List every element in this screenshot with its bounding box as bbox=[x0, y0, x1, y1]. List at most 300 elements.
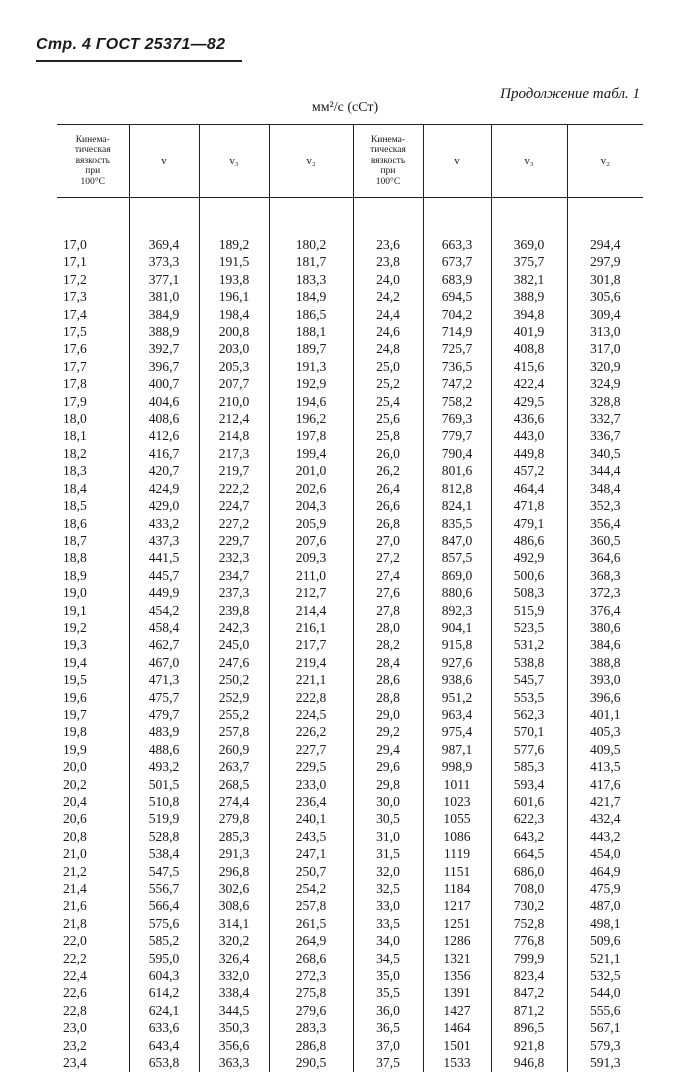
table-cell: 432,4 bbox=[567, 810, 643, 827]
table-cell: 18,7 bbox=[63, 532, 87, 548]
table-cell: 305,6 bbox=[567, 288, 643, 305]
table-cell: 25,4 bbox=[353, 393, 423, 410]
table-cell: 204,3 bbox=[269, 497, 353, 514]
table-cell: 229,5 bbox=[269, 758, 353, 775]
table-cell: 492,9 bbox=[491, 549, 567, 566]
table-cell: 18,3 bbox=[63, 463, 87, 479]
table-row bbox=[57, 619, 643, 636]
units-label bbox=[0, 100, 700, 116]
table-cell: 369,4 bbox=[129, 236, 199, 253]
table-cell: 18,2 bbox=[63, 445, 87, 461]
table-cell: 20,0 bbox=[63, 759, 87, 775]
table-cell: 498,1 bbox=[567, 915, 643, 932]
table-cell: 24,8 bbox=[353, 340, 423, 357]
table-cell: 381,0 bbox=[129, 288, 199, 305]
table-cell: 368,3 bbox=[567, 567, 643, 584]
table-cell: 324,9 bbox=[567, 375, 643, 392]
table-cell: 227,2 bbox=[199, 515, 269, 532]
table-cell: 261,5 bbox=[269, 915, 353, 932]
table-cell: 400,7 bbox=[129, 375, 199, 392]
header-rule bbox=[36, 60, 242, 62]
table-row bbox=[57, 689, 643, 706]
table-cell: 486,6 bbox=[491, 532, 567, 549]
table-cell: 186,5 bbox=[269, 306, 353, 323]
table-cell: 219,7 bbox=[199, 462, 269, 479]
table-row bbox=[57, 236, 643, 253]
table-row bbox=[57, 706, 643, 723]
table-cell: 28,6 bbox=[353, 671, 423, 688]
table-cell: 585,2 bbox=[129, 932, 199, 949]
table-cell: 19,3 bbox=[63, 637, 87, 653]
table-cell: 232,3 bbox=[199, 549, 269, 566]
table-cell: 211,0 bbox=[269, 567, 353, 584]
table-cell: 769,3 bbox=[423, 410, 491, 427]
table-row bbox=[57, 741, 643, 758]
table-cell: 896,5 bbox=[491, 1019, 567, 1036]
table-cell: 1501 bbox=[423, 1037, 491, 1054]
table-cell: 449,9 bbox=[129, 584, 199, 601]
table-row bbox=[57, 358, 643, 375]
table-row bbox=[57, 654, 643, 671]
table-row bbox=[57, 984, 643, 1001]
table-cell: 501,5 bbox=[129, 776, 199, 793]
table-cell: 471,8 bbox=[491, 497, 567, 514]
table-cell: 17,3 bbox=[63, 289, 87, 305]
table-cell: 294,4 bbox=[567, 236, 643, 253]
table-cell: 31,0 bbox=[353, 828, 423, 845]
table-cell: 26,0 bbox=[353, 445, 423, 462]
table-cell: 951,2 bbox=[423, 689, 491, 706]
table-cell: 704,2 bbox=[423, 306, 491, 323]
table-row bbox=[57, 375, 643, 392]
table-cell: 869,0 bbox=[423, 567, 491, 584]
table-cell: 183,3 bbox=[269, 271, 353, 288]
table-cell: 857,5 bbox=[423, 549, 491, 566]
table-cell: 694,5 bbox=[423, 288, 491, 305]
table-cell: 643,2 bbox=[491, 828, 567, 845]
table-cell: 37,5 bbox=[353, 1054, 423, 1071]
table-cell: 433,2 bbox=[129, 515, 199, 532]
table-cell: 417,6 bbox=[567, 776, 643, 793]
table-cell: 904,1 bbox=[423, 619, 491, 636]
table-cell: 1184 bbox=[423, 880, 491, 897]
table-cell: 509,6 bbox=[567, 932, 643, 949]
table-cell: 25,6 bbox=[353, 410, 423, 427]
table-cell: 356,4 bbox=[567, 515, 643, 532]
table-row bbox=[57, 950, 643, 967]
col-v3-left: v₃ bbox=[199, 125, 269, 198]
table-cell: 360,5 bbox=[567, 532, 643, 549]
table-cell: 475,7 bbox=[129, 689, 199, 706]
table-cell: 987,1 bbox=[423, 741, 491, 758]
table-cell: 32,0 bbox=[353, 863, 423, 880]
table-cell: 373,3 bbox=[129, 253, 199, 270]
table-cell: 519,9 bbox=[129, 810, 199, 827]
table-cell: 880,6 bbox=[423, 584, 491, 601]
table-cell: 308,6 bbox=[199, 897, 269, 914]
table-cell: 290,5 bbox=[269, 1054, 353, 1071]
col-v3-right: v₃ bbox=[491, 125, 567, 198]
table-cell: 352,3 bbox=[567, 497, 643, 514]
table-cell: 291,3 bbox=[199, 845, 269, 862]
table-cell: 487,0 bbox=[567, 897, 643, 914]
table-cell: 227,7 bbox=[269, 741, 353, 758]
table-cell: 375,7 bbox=[491, 253, 567, 270]
table-cell: 1119 bbox=[423, 845, 491, 862]
table-cell: 622,3 bbox=[491, 810, 567, 827]
table-cell: 17,2 bbox=[63, 271, 87, 287]
table-cell: 286,8 bbox=[269, 1037, 353, 1054]
table-row bbox=[57, 723, 643, 740]
table-cell: 222,2 bbox=[199, 480, 269, 497]
table-cell: 274,4 bbox=[199, 793, 269, 810]
table-cell: 758,2 bbox=[423, 393, 491, 410]
table-row bbox=[57, 323, 643, 340]
table-cell: 21,0 bbox=[63, 846, 87, 862]
table-cell: 892,3 bbox=[423, 602, 491, 619]
table-cell: 214,4 bbox=[269, 602, 353, 619]
continuation-note: Продолжение табл. 1 bbox=[500, 86, 640, 102]
table-cell: 1321 bbox=[423, 950, 491, 967]
table-cell: 24,6 bbox=[353, 323, 423, 340]
table-cell: 591,3 bbox=[567, 1054, 643, 1071]
table-cell: 25,0 bbox=[353, 358, 423, 375]
table-cell: 268,5 bbox=[199, 776, 269, 793]
table-cell: 19,0 bbox=[63, 585, 87, 601]
table-cell: 998,9 bbox=[423, 758, 491, 775]
table-cell: 392,7 bbox=[129, 340, 199, 357]
table-cell: 23,4 bbox=[63, 1055, 87, 1071]
table-cell: 975,4 bbox=[423, 723, 491, 740]
table-cell: 224,7 bbox=[199, 497, 269, 514]
table-cell: 18,9 bbox=[63, 567, 87, 583]
table-cell: 350,3 bbox=[199, 1019, 269, 1036]
table-cell: 388,9 bbox=[129, 323, 199, 340]
table-cell: 197,8 bbox=[269, 427, 353, 444]
table-cell: 29,2 bbox=[353, 723, 423, 740]
table-cell: 36,5 bbox=[353, 1019, 423, 1036]
table-cell: 963,4 bbox=[423, 706, 491, 723]
table-cell: 226,2 bbox=[269, 723, 353, 740]
table-cell: 344,4 bbox=[567, 462, 643, 479]
table-cell: 19,8 bbox=[63, 724, 87, 740]
table-cell: 219,4 bbox=[269, 654, 353, 671]
table-cell: 566,4 bbox=[129, 897, 199, 914]
table-cell: 302,6 bbox=[199, 880, 269, 897]
viscosity-table bbox=[57, 124, 643, 1072]
table-cell: 725,7 bbox=[423, 340, 491, 357]
table-cell: 229,7 bbox=[199, 532, 269, 549]
table-cell: 203,0 bbox=[199, 340, 269, 357]
table-cell: 30,5 bbox=[353, 810, 423, 827]
table-cell: 200,8 bbox=[199, 323, 269, 340]
table-cell: 19,6 bbox=[63, 689, 87, 705]
table-cell: 18,5 bbox=[63, 498, 87, 514]
table-row bbox=[57, 810, 643, 827]
table-cell: 242,3 bbox=[199, 619, 269, 636]
table-cell: 26,2 bbox=[353, 462, 423, 479]
table-row bbox=[57, 1037, 643, 1054]
table-cell: 30,0 bbox=[353, 793, 423, 810]
table-cell: 27,2 bbox=[353, 549, 423, 566]
table-cell: 20,4 bbox=[63, 794, 87, 809]
table-cell: 257,8 bbox=[269, 897, 353, 914]
table-cell: 1086 bbox=[423, 828, 491, 845]
table-cell: 336,7 bbox=[567, 427, 643, 444]
table-cell: 17,6 bbox=[63, 341, 87, 357]
table-cell: 23,6 bbox=[353, 236, 423, 253]
table-cell: 236,4 bbox=[269, 793, 353, 810]
table-cell: 384,6 bbox=[567, 636, 643, 653]
table-cell: 927,6 bbox=[423, 654, 491, 671]
table-cell: 19,5 bbox=[63, 672, 87, 688]
table-cell: 189,2 bbox=[199, 236, 269, 253]
table-row bbox=[57, 636, 643, 653]
table-cell: 776,8 bbox=[491, 932, 567, 949]
table-cell: 207,7 bbox=[199, 375, 269, 392]
table-cell: 34,0 bbox=[353, 932, 423, 949]
table-cell: 34,5 bbox=[353, 950, 423, 967]
table-row bbox=[57, 897, 643, 914]
table-cell: 255,2 bbox=[199, 706, 269, 723]
table-cell: 369,0 bbox=[491, 236, 567, 253]
table-cell: 17,0 bbox=[63, 237, 87, 252]
table-cell: 20,8 bbox=[63, 828, 87, 844]
table-cell: 384,9 bbox=[129, 306, 199, 323]
table-row bbox=[57, 253, 643, 270]
table-row bbox=[57, 306, 643, 323]
table-row bbox=[57, 828, 643, 845]
table-row bbox=[57, 932, 643, 949]
table-cell: 532,5 bbox=[567, 967, 643, 984]
units-text: мм²/с (сСт) bbox=[311, 100, 379, 115]
table-cell: 20,2 bbox=[63, 776, 87, 792]
table-cell: 279,6 bbox=[269, 1002, 353, 1019]
table-cell: 708,0 bbox=[491, 880, 567, 897]
table-cell: 31,5 bbox=[353, 845, 423, 862]
col-v2-left: v₂ bbox=[269, 125, 353, 198]
table-cell: 264,9 bbox=[269, 932, 353, 949]
table-cell: 420,7 bbox=[129, 462, 199, 479]
table-cell: 1464 bbox=[423, 1019, 491, 1036]
table-cell: 25,8 bbox=[353, 427, 423, 444]
table-cell: 23,2 bbox=[63, 1037, 87, 1053]
table-cell: 332,0 bbox=[199, 967, 269, 984]
table-cell: 240,1 bbox=[269, 810, 353, 827]
table-cell: 871,2 bbox=[491, 1002, 567, 1019]
table-cell: 643,4 bbox=[129, 1037, 199, 1054]
table-cell: 752,8 bbox=[491, 915, 567, 932]
table-cell: 377,1 bbox=[129, 271, 199, 288]
table-cell: 17,5 bbox=[63, 324, 87, 340]
table-cell: 19,7 bbox=[63, 706, 87, 722]
table-cell: 1023 bbox=[423, 793, 491, 810]
table-cell: 207,6 bbox=[269, 532, 353, 549]
table-cell: 595,0 bbox=[129, 950, 199, 967]
table-cell: 25,2 bbox=[353, 375, 423, 392]
table-cell: 921,8 bbox=[491, 1037, 567, 1054]
table-cell: 1533 bbox=[423, 1054, 491, 1071]
table-cell: 538,4 bbox=[129, 845, 199, 862]
table-cell: 27,0 bbox=[353, 532, 423, 549]
table-cell: 26,4 bbox=[353, 480, 423, 497]
table-cell: 445,7 bbox=[129, 567, 199, 584]
table-cell: 296,8 bbox=[199, 863, 269, 880]
table-row bbox=[57, 1002, 643, 1019]
table-cell: 394,8 bbox=[491, 306, 567, 323]
table-row bbox=[57, 915, 643, 932]
table-cell: 194,6 bbox=[269, 393, 353, 410]
table-row bbox=[57, 863, 643, 880]
table-cell: 222,8 bbox=[269, 689, 353, 706]
table-cell: 421,7 bbox=[567, 793, 643, 810]
table-cell: 686,0 bbox=[491, 863, 567, 880]
table-cell: 441,5 bbox=[129, 549, 199, 566]
table-cell: 22,2 bbox=[63, 950, 87, 966]
table-cell: 196,1 bbox=[199, 288, 269, 305]
table-cell: 36,0 bbox=[353, 1002, 423, 1019]
table-cell: 29,0 bbox=[353, 706, 423, 723]
table-cell: 510,8 bbox=[129, 793, 199, 810]
table-row bbox=[57, 584, 643, 601]
col-v-left: v bbox=[129, 125, 199, 198]
table-cell: 633,6 bbox=[129, 1019, 199, 1036]
table-cell: 283,3 bbox=[269, 1019, 353, 1036]
table-cell: 22,8 bbox=[63, 1002, 87, 1018]
table-row bbox=[57, 793, 643, 810]
table-cell: 401,9 bbox=[491, 323, 567, 340]
table-cell: 388,8 bbox=[567, 654, 643, 671]
table-row bbox=[57, 515, 643, 532]
table-row bbox=[57, 271, 643, 288]
table-cell: 28,0 bbox=[353, 619, 423, 636]
table-cell: 317,0 bbox=[567, 340, 643, 357]
table-cell: 593,4 bbox=[491, 776, 567, 793]
table-cell: 17,7 bbox=[63, 358, 87, 374]
table-row bbox=[57, 410, 643, 427]
table-cell: 19,4 bbox=[63, 654, 87, 670]
page-header: Стр. 4 ГОСТ 25371—82 bbox=[36, 36, 226, 53]
table-cell: 401,1 bbox=[567, 706, 643, 723]
table-cell: 33,5 bbox=[353, 915, 423, 932]
table-cell: 515,9 bbox=[491, 602, 567, 619]
table-cell: 493,2 bbox=[129, 758, 199, 775]
table-cell: 320,2 bbox=[199, 932, 269, 949]
col-v2-right: v₂ bbox=[567, 125, 643, 198]
table-cell: 17,8 bbox=[63, 376, 87, 392]
table-cell: 736,5 bbox=[423, 358, 491, 375]
table-cell: 237,3 bbox=[199, 584, 269, 601]
table-cell: 212,7 bbox=[269, 584, 353, 601]
table-cell: 344,5 bbox=[199, 1002, 269, 1019]
table-cell: 601,6 bbox=[491, 793, 567, 810]
table-cell: 408,6 bbox=[129, 410, 199, 427]
table-cell: 824,1 bbox=[423, 497, 491, 514]
table-cell: 22,4 bbox=[63, 968, 87, 984]
table-cell: 191,3 bbox=[269, 358, 353, 375]
table-cell: 413,5 bbox=[567, 758, 643, 775]
table-row bbox=[57, 758, 643, 775]
table-cell: 28,4 bbox=[353, 654, 423, 671]
table-cell: 29,4 bbox=[353, 741, 423, 758]
table-cell: 653,8 bbox=[129, 1054, 199, 1071]
table-cell: 33,0 bbox=[353, 897, 423, 914]
table-cell: 212,4 bbox=[199, 410, 269, 427]
table-cell: 28,8 bbox=[353, 689, 423, 706]
table-cell: 467,0 bbox=[129, 654, 199, 671]
table-cell: 429,5 bbox=[491, 393, 567, 410]
table-cell: 416,7 bbox=[129, 445, 199, 462]
table-cell: 1391 bbox=[423, 984, 491, 1001]
table-cell: 20,6 bbox=[63, 811, 87, 827]
table-spacer-row bbox=[57, 198, 643, 237]
table-cell: 224,5 bbox=[269, 706, 353, 723]
table-cell: 19,1 bbox=[63, 602, 87, 618]
table-cell: 424,9 bbox=[129, 480, 199, 497]
table-cell: 790,4 bbox=[423, 445, 491, 462]
table-cell: 247,1 bbox=[269, 845, 353, 862]
table-cell: 24,0 bbox=[353, 271, 423, 288]
table-cell: 380,6 bbox=[567, 619, 643, 636]
table-cell: 216,1 bbox=[269, 619, 353, 636]
table-cell: 479,7 bbox=[129, 706, 199, 723]
col-v-right: v bbox=[423, 125, 491, 198]
table-cell: 301,8 bbox=[567, 271, 643, 288]
table-cell: 663,3 bbox=[423, 236, 491, 253]
table-cell: 812,8 bbox=[423, 480, 491, 497]
table-cell: 221,1 bbox=[269, 671, 353, 688]
table-cell: 1151 bbox=[423, 863, 491, 880]
table-cell: 17,9 bbox=[63, 393, 87, 409]
table-cell: 553,5 bbox=[491, 689, 567, 706]
table-cell: 462,7 bbox=[129, 636, 199, 653]
table-cell: 217,7 bbox=[269, 636, 353, 653]
table-cell: 356,6 bbox=[199, 1037, 269, 1054]
table-cell: 217,3 bbox=[199, 445, 269, 462]
table-cell: 475,9 bbox=[567, 880, 643, 897]
table-cell: 328,8 bbox=[567, 393, 643, 410]
table-cell: 181,7 bbox=[269, 253, 353, 270]
table-cell: 193,8 bbox=[199, 271, 269, 288]
table-cell: 32,5 bbox=[353, 880, 423, 897]
table-cell: 24,4 bbox=[353, 306, 423, 323]
table-cell: 18,0 bbox=[63, 411, 87, 427]
col-kinematic-viscosity-right: Кинема- тическая вязкость при 100°С bbox=[353, 125, 423, 198]
table-cell: 180,2 bbox=[269, 236, 353, 253]
table-cell: 21,4 bbox=[63, 881, 87, 897]
table-cell: 196,2 bbox=[269, 410, 353, 427]
table-cell: 443,0 bbox=[491, 427, 567, 444]
table-cell: 556,7 bbox=[129, 880, 199, 897]
table-cell: 409,5 bbox=[567, 741, 643, 758]
table-row bbox=[57, 427, 643, 444]
table-cell: 35,0 bbox=[353, 967, 423, 984]
table-cell: 823,4 bbox=[491, 967, 567, 984]
table-cell: 275,8 bbox=[269, 984, 353, 1001]
table-cell: 285,3 bbox=[199, 828, 269, 845]
table-cell: 17,4 bbox=[63, 306, 87, 322]
table-cell: 199,4 bbox=[269, 445, 353, 462]
table-cell: 396,6 bbox=[567, 689, 643, 706]
table-cell: 205,9 bbox=[269, 515, 353, 532]
table-cell: 313,0 bbox=[567, 323, 643, 340]
table-cell: 405,3 bbox=[567, 723, 643, 740]
table-row bbox=[57, 532, 643, 549]
table-row bbox=[57, 880, 643, 897]
table-cell: 393,0 bbox=[567, 671, 643, 688]
table-cell: 184,9 bbox=[269, 288, 353, 305]
table-cell: 683,9 bbox=[423, 271, 491, 288]
